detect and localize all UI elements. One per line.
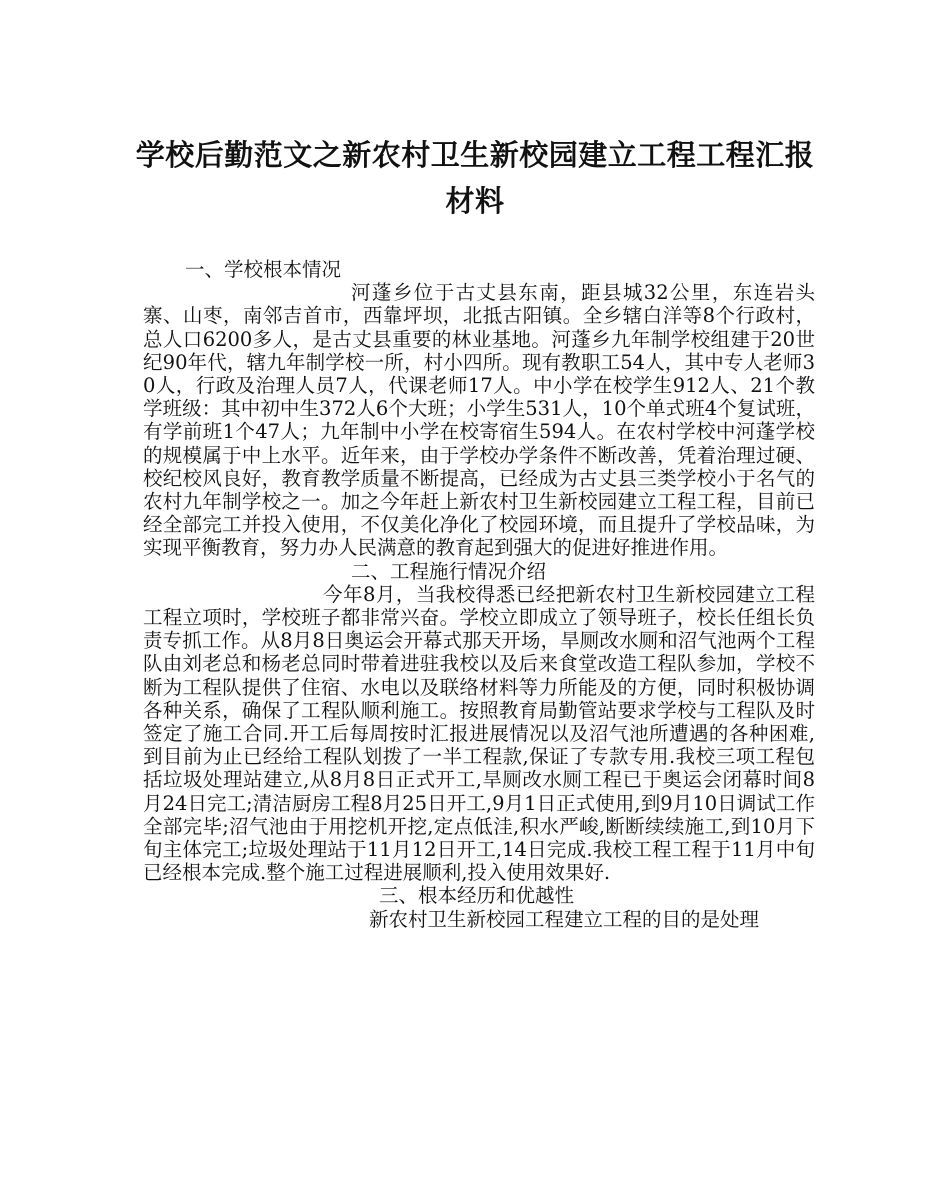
document-title: 学校后勤范文之新农村卫生新校园建立工程工程汇报材料 <box>135 138 815 218</box>
section-heading-experience: 三、根本经历和优越性 <box>379 884 575 908</box>
section-paragraph-experience: 新农村卫生新校园工程建立工程的目的是处理 <box>369 907 760 931</box>
section-paragraph-project-implementation: 今年8月，当我校得悉已经把新农村卫生新校园建立工程工程立项时，学校班子都非常兴奋。学校立即成立了领导班子，校长任组长负责专抓工作。从8月8日奥运会开幕式那天开场，旱厕改水厕和沼气池两个工程队由刘老总和杨老总同时带着进驻我校以及后来食堂改造工程队参加，学校不断为工程队提供了住宿、水电以及联络材料等力所能及的方便，同时积极协调各种关系，确保了工程队顺利施工。按照教育局勤管站要求学校与工程队及时签定了施工合同.开工后每周按时汇报进展情况以及沼气池所遭遇的各种困难,到目前为止已经给工程队划拨了一半工程款,保证了专款专用.我校三项工程包括垃圾处理站建立,从8月8日正式开工,旱厕改水厕工程已于奥运会闭幕时间8月24日完工;清洁厨房工程8月25日开工,9月1日正式使用,到9月10日调试工作全部完毕;沼气池由于用挖机开挖,定点低洼,积水严峻,断断续续施工,到10月下旬主体完工;垃圾处理站于11月12日开工,14日完成.我校工程工程于11月中旬已经根本完成.整个施工过程进展顺利,投入使用效果好. <box>143 582 815 885</box>
section-heading-basic-situation: 一、学校根本情况 <box>185 258 342 281</box>
section-heading-project-implementation: 二、工程施行情况介绍 <box>351 559 547 583</box>
section-paragraph-basic-situation: 河蓬乡位于古丈县东南，距县城32公里，东连岩头寨、山枣，南邻吉首市，西靠坪坝，北抵古阳镇。全乡辖白洋等8个行政村，总人口6200多人，是古丈县重要的林业基地。河蓬乡九年制学校组建于20世纪90年代，辖九年制学校一所，村小四所。现有教职工54人，其中专人老师30人，行政及治理人员7人，代课老师17人。中小学在校学生912人、21个教学班级：其中初中生372人6个大班；小学生531人，10个单式班4个复试班，有学前班1个47人；九年制中小学在校寄宿生594人。在农村学校中河蓬学校的规模属于中上水平。近年来，由于学校办学条件不断改善，凭着治理过硬、校纪校风良好，教育教学质量不断提高，已经成为古丈县三类学校小于名气的农村九年制学校之一。加之今年赶上新农村卫生新校园建立工程工程，目前已经全部完工并投入使用，不仅美化净化了校园环境，而且提升了学校品味，为实现平衡教育，努力办人民满意的教育起到强大的促进好推进作用。 <box>143 281 815 560</box>
document-body <box>143 258 815 931</box>
